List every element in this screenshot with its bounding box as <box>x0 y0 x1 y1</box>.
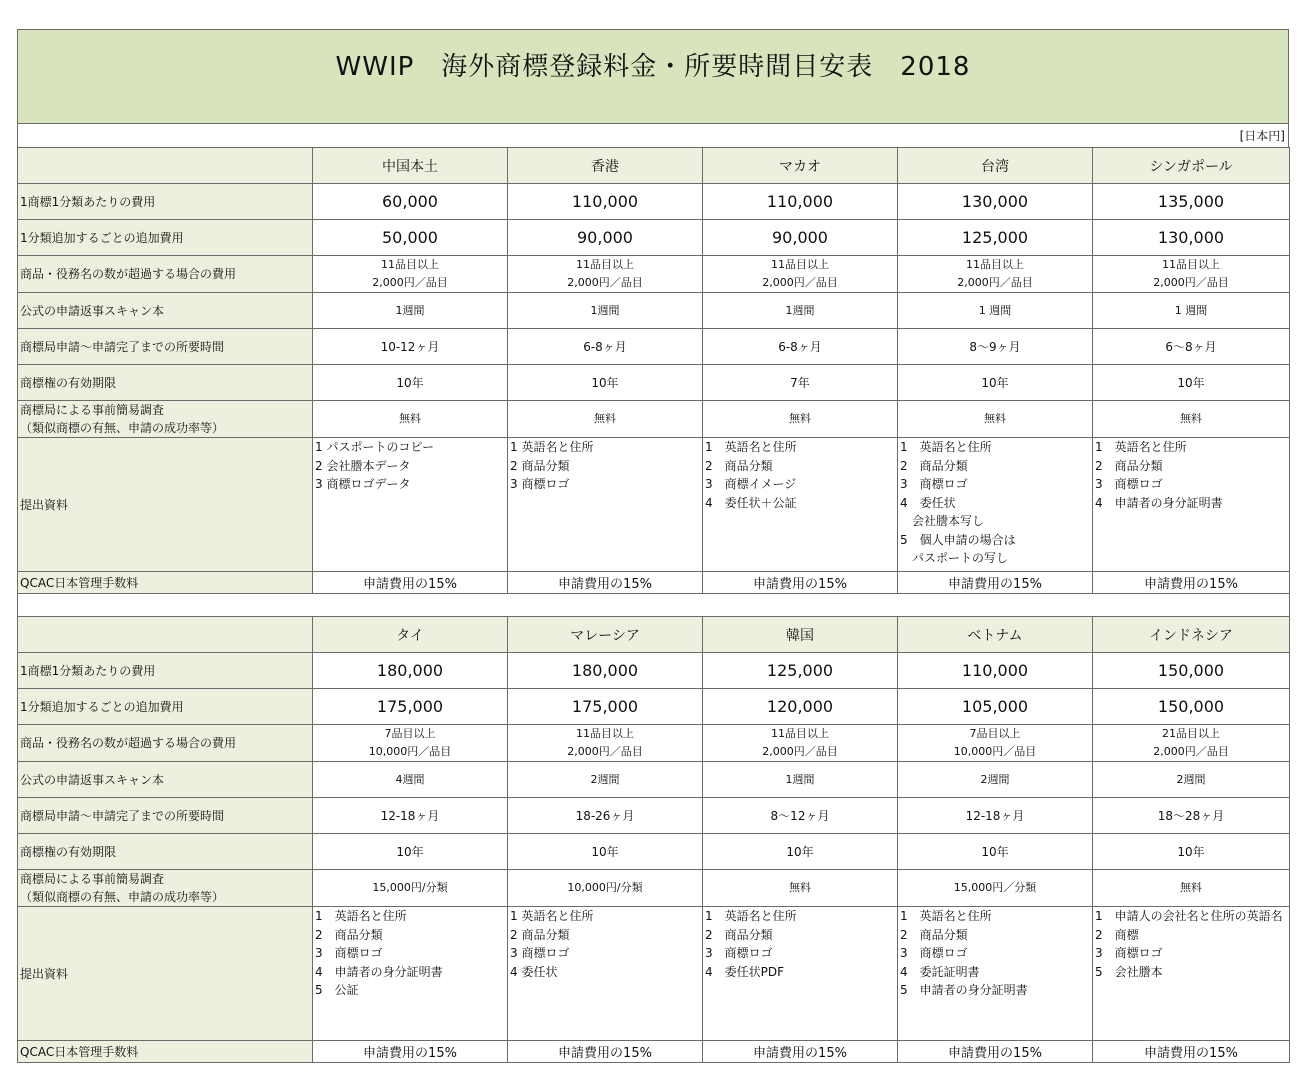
pre-survey-cell: 無料 <box>313 401 508 438</box>
scan-copy-cell: 2週間 <box>1093 762 1290 798</box>
document-item: 4 委任状＋公証 <box>705 495 797 510</box>
pre-survey-cell: 無料 <box>898 401 1093 438</box>
validity-cell: 10年 <box>313 834 508 870</box>
scan-copy-cell: 2週間 <box>898 762 1093 798</box>
document-item: 1 英語名と住所 <box>315 909 407 923</box>
currency-note: [日本円] <box>17 123 1289 147</box>
fee-line: 11品目以上 <box>966 258 1024 271</box>
mgmt-fee-cell: 申請費用の15% <box>898 572 1093 594</box>
mgmt-fee-cell: 申請費用の15% <box>703 572 898 594</box>
validity-cell: 10年 <box>1093 365 1290 401</box>
fee-per-class-cell: 60,000 <box>313 184 508 220</box>
document-item: 3 商標ロゴ <box>1095 477 1163 491</box>
document-item: パスポートの写し <box>900 551 1009 565</box>
over-items-cell <box>1093 725 1290 762</box>
fee-line: 2,000円／品目 <box>567 745 643 758</box>
pre-survey-cell: 無料 <box>703 401 898 438</box>
duration-cell: 8～9ヶ月 <box>898 329 1093 365</box>
row-label: 1商標1分類あたりの費用 <box>18 653 313 689</box>
scan-copy-cell: 1週間 <box>703 762 898 798</box>
country-header: ベトナム <box>898 617 1093 653</box>
duration-cell: 8～12ヶ月 <box>703 798 898 834</box>
mgmt-fee-cell: 申請費用の15% <box>508 1041 703 1063</box>
validity-cell: 10年 <box>703 834 898 870</box>
documents-cell <box>508 907 703 1041</box>
over-items-cell <box>898 725 1093 762</box>
fee-line: 11品目以上 <box>381 258 439 271</box>
country-header: タイ <box>313 617 508 653</box>
documents-cell <box>898 438 1093 572</box>
validity-cell: 10年 <box>508 365 703 401</box>
scan-copy-cell: 1 週間 <box>1093 293 1290 329</box>
document-item: 2 商品分類 <box>705 458 773 473</box>
documents-cell <box>313 907 508 1041</box>
validity-cell: 10年 <box>898 834 1093 870</box>
fee-table-sheet <box>17 29 1289 1063</box>
row-scan-copy <box>18 762 1290 798</box>
pre-survey-cell: 無料 <box>508 401 703 438</box>
document-item: 3 商標ロゴ <box>705 946 773 960</box>
scan-copy-cell: 1週間 <box>508 293 703 329</box>
document-item: 2 商標 <box>1095 927 1139 942</box>
fee-line: 11品目以上 <box>576 258 634 271</box>
row-duration <box>18 329 1290 365</box>
row-label: 提出資料 <box>18 907 313 1041</box>
document-item: 4 委任状PDF <box>705 964 785 979</box>
document-item: 3 商標イメージ <box>705 477 797 491</box>
row-validity <box>18 365 1290 401</box>
document-item: 1 英語名と住所 <box>705 440 797 454</box>
row-validity <box>18 834 1290 870</box>
row-label: 商標権の有効期限 <box>18 834 313 870</box>
fee-per-class-cell: 130,000 <box>898 184 1093 220</box>
validity-cell: 10年 <box>1093 834 1290 870</box>
country-header: シンガポール <box>1093 148 1290 184</box>
document-item: 3 商標ロゴデータ <box>315 477 411 491</box>
duration-cell: 10-12ヶ月 <box>313 329 508 365</box>
document-item: 3 商標ロゴ <box>900 946 968 960</box>
pre-survey-cell: 10,000円/分類 <box>508 870 703 907</box>
country-header: 台湾 <box>898 148 1093 184</box>
row-label: 商品・役務名の数が超過する場合の費用 <box>18 256 313 293</box>
header-corner <box>18 617 313 653</box>
row-label-line: （類似商標の有無、申請の成功率等） <box>20 421 225 435</box>
document-item: 会社謄本写し <box>900 514 985 528</box>
documents-cell <box>313 438 508 572</box>
fee-line: 7品目以上 <box>384 727 436 740</box>
over-items-cell <box>508 725 703 762</box>
document-item: 4 委任状 <box>510 964 558 979</box>
validity-cell: 7年 <box>703 365 898 401</box>
document-item: 5 公証 <box>315 983 359 997</box>
fee-line: 21品目以上 <box>1162 727 1220 740</box>
duration-cell: 12-18ヶ月 <box>313 798 508 834</box>
mgmt-fee-cell: 申請費用の15% <box>1093 572 1290 594</box>
documents-cell <box>1093 907 1290 1041</box>
duration-cell: 6-8ヶ月 <box>703 329 898 365</box>
mgmt-fee-cell: 申請費用の15% <box>703 1041 898 1063</box>
validity-cell: 10年 <box>313 365 508 401</box>
scan-copy-cell: 4週間 <box>313 762 508 798</box>
section-separator <box>18 594 1290 617</box>
row-label-line: 商標局による事前簡易調査 <box>20 403 165 417</box>
document-item: 5 会社謄本 <box>1095 964 1163 979</box>
over-items-cell <box>898 256 1093 293</box>
over-items-cell <box>313 725 508 762</box>
mgmt-fee-cell: 申請費用の15% <box>508 572 703 594</box>
row-countries <box>18 148 1290 184</box>
pre-survey-cell: 無料 <box>1093 870 1290 907</box>
document-item: 2 商品分類 <box>1095 458 1163 473</box>
duration-cell: 18-26ヶ月 <box>508 798 703 834</box>
country-header: 香港 <box>508 148 703 184</box>
document-item: 1 パスポートのコピー <box>315 440 434 454</box>
mgmt-fee-cell: 申請費用の15% <box>1093 1041 1290 1063</box>
row-documents <box>18 438 1290 572</box>
document-item: 2 商品分類 <box>510 458 570 473</box>
scan-copy-cell: 2週間 <box>508 762 703 798</box>
row-label-line: （類似商標の有無、申請の成功率等） <box>20 890 225 904</box>
document-item: 1 申請人の会社名と住所の英語名 <box>1095 909 1283 923</box>
row-fee-per-class <box>18 653 1290 689</box>
fee-add-class-cell: 120,000 <box>703 689 898 725</box>
separator-cell <box>18 594 1290 617</box>
fee-line: 2,000円／品目 <box>957 276 1033 289</box>
row-fee-over-items <box>18 256 1290 293</box>
row-mgmt-fee <box>18 572 1290 594</box>
row-duration <box>18 798 1290 834</box>
documents-cell <box>703 907 898 1041</box>
document-item: 5 申請者の身分証明書 <box>900 983 1028 997</box>
fee-add-class-cell: 175,000 <box>508 689 703 725</box>
scan-copy-cell: 1週間 <box>313 293 508 329</box>
fee-add-class-cell: 130,000 <box>1093 220 1290 256</box>
duration-cell: 12-18ヶ月 <box>898 798 1093 834</box>
row-label-line: 商標局による事前簡易調査 <box>20 872 165 886</box>
fee-line: 11品目以上 <box>771 258 829 271</box>
row-pre-survey <box>18 870 1290 907</box>
duration-cell: 18～28ヶ月 <box>1093 798 1290 834</box>
row-fee-add-class <box>18 220 1290 256</box>
fee-line: 2,000円／品目 <box>372 276 448 289</box>
fee-line: 2,000円／品目 <box>567 276 643 289</box>
document-item: 3 商標ロゴ <box>900 477 968 491</box>
row-label: 商標権の有効期限 <box>18 365 313 401</box>
pre-survey-cell: 15,000円／分類 <box>898 870 1093 907</box>
document-item: 3 商標ロゴ <box>315 946 383 960</box>
fee-add-class-cell: 150,000 <box>1093 689 1290 725</box>
fee-add-class-cell: 125,000 <box>898 220 1093 256</box>
document-item: 1 英語名と住所 <box>900 440 992 454</box>
fee-add-class-cell: 90,000 <box>508 220 703 256</box>
document-item: 5 個人申請の場合は <box>900 532 1016 547</box>
fee-per-class-cell: 110,000 <box>508 184 703 220</box>
row-label <box>18 870 313 907</box>
fee-line: 2,000円／品目 <box>762 745 838 758</box>
fee-add-class-cell: 175,000 <box>313 689 508 725</box>
document-item: 1 英語名と住所 <box>900 909 992 923</box>
documents-cell <box>508 438 703 572</box>
country-header: マカオ <box>703 148 898 184</box>
fee-line: 10,000円／品目 <box>368 745 452 758</box>
country-header: 中国本土 <box>313 148 508 184</box>
row-label: 1分類追加するごとの追加費用 <box>18 689 313 725</box>
mgmt-fee-cell: 申請費用の15% <box>313 1041 508 1063</box>
documents-cell <box>703 438 898 572</box>
row-label: 1分類追加するごとの追加費用 <box>18 220 313 256</box>
fee-add-class-cell: 105,000 <box>898 689 1093 725</box>
row-documents <box>18 907 1290 1041</box>
header-corner <box>18 148 313 184</box>
document-item: 1 英語名と住所 <box>1095 440 1187 454</box>
fee-line: 7品目以上 <box>969 727 1021 740</box>
sheet-title: WWIP 海外商標登録料金・所要時間目安表 2018 <box>17 29 1289 99</box>
document-item: 4 委託証明書 <box>900 964 980 979</box>
row-label <box>18 401 313 438</box>
row-label: 公式の申請返事スキャン本 <box>18 762 313 798</box>
document-item: 2 会社謄本データ <box>315 458 411 473</box>
documents-cell <box>898 907 1093 1041</box>
fee-per-class-cell: 110,000 <box>703 184 898 220</box>
fee-line: 11品目以上 <box>771 727 829 740</box>
fee-per-class-cell: 125,000 <box>703 653 898 689</box>
row-fee-add-class <box>18 689 1290 725</box>
fee-line: 11品目以上 <box>576 727 634 740</box>
document-item: 4 委任状 <box>900 495 956 510</box>
over-items-cell <box>508 256 703 293</box>
row-label: 1商標1分類あたりの費用 <box>18 184 313 220</box>
row-mgmt-fee <box>18 1041 1290 1063</box>
title-spacer <box>17 99 1289 123</box>
row-label: 商品・役務名の数が超過する場合の費用 <box>18 725 313 762</box>
row-label: 商標局申請～申請完了までの所要時間 <box>18 329 313 365</box>
row-label: 商標局申請～申請完了までの所要時間 <box>18 798 313 834</box>
fee-line: 11品目以上 <box>1162 258 1220 271</box>
pre-survey-cell: 無料 <box>703 870 898 907</box>
fee-per-class-cell: 180,000 <box>313 653 508 689</box>
over-items-cell <box>313 256 508 293</box>
fee-table <box>17 147 1290 1063</box>
row-countries <box>18 617 1290 653</box>
fee-per-class-cell: 180,000 <box>508 653 703 689</box>
row-fee-per-class <box>18 184 1290 220</box>
row-label: 提出資料 <box>18 438 313 572</box>
fee-add-class-cell: 50,000 <box>313 220 508 256</box>
document-item: 3 商標ロゴ <box>510 477 570 491</box>
mgmt-fee-cell: 申請費用の15% <box>898 1041 1093 1063</box>
pre-survey-cell: 15,000円/分類 <box>313 870 508 907</box>
fee-per-class-cell: 110,000 <box>898 653 1093 689</box>
fee-line: 2,000円／品目 <box>762 276 838 289</box>
document-item: 1 英語名と住所 <box>510 909 594 923</box>
document-item: 1 英語名と住所 <box>705 909 797 923</box>
document-item: 2 商品分類 <box>315 927 383 942</box>
fee-line: 2,000円／品目 <box>1153 276 1229 289</box>
document-item: 2 商品分類 <box>900 458 968 473</box>
documents-cell <box>1093 438 1290 572</box>
fee-add-class-cell: 90,000 <box>703 220 898 256</box>
country-header: インドネシア <box>1093 617 1290 653</box>
row-label: QCAC日本管理手数料 <box>18 1041 313 1063</box>
country-header: マレーシア <box>508 617 703 653</box>
row-scan-copy <box>18 293 1290 329</box>
row-label: QCAC日本管理手数料 <box>18 572 313 594</box>
document-item: 3 商標ロゴ <box>1095 946 1163 960</box>
over-items-cell <box>703 725 898 762</box>
country-header: 韓国 <box>703 617 898 653</box>
row-pre-survey <box>18 401 1290 438</box>
duration-cell: 6～8ヶ月 <box>1093 329 1290 365</box>
document-item: 4 申請者の身分証明書 <box>315 964 443 979</box>
document-item: 2 商品分類 <box>510 927 570 942</box>
document-item: 2 商品分類 <box>900 927 968 942</box>
fee-line: 10,000円／品目 <box>953 745 1037 758</box>
scan-copy-cell: 1週間 <box>703 293 898 329</box>
scan-copy-cell: 1 週間 <box>898 293 1093 329</box>
pre-survey-cell: 無料 <box>1093 401 1290 438</box>
over-items-cell <box>1093 256 1290 293</box>
fee-per-class-cell: 150,000 <box>1093 653 1290 689</box>
fee-line: 2,000円／品目 <box>1153 745 1229 758</box>
row-label: 公式の申請返事スキャン本 <box>18 293 313 329</box>
document-item: 1 英語名と住所 <box>510 440 594 454</box>
validity-cell: 10年 <box>898 365 1093 401</box>
row-fee-over-items <box>18 725 1290 762</box>
validity-cell: 10年 <box>508 834 703 870</box>
document-item: 4 申請者の身分証明書 <box>1095 495 1223 510</box>
document-item: 3 商標ロゴ <box>510 946 570 960</box>
fee-per-class-cell: 135,000 <box>1093 184 1290 220</box>
document-item: 2 商品分類 <box>705 927 773 942</box>
over-items-cell <box>703 256 898 293</box>
duration-cell: 6-8ヶ月 <box>508 329 703 365</box>
mgmt-fee-cell: 申請費用の15% <box>313 572 508 594</box>
